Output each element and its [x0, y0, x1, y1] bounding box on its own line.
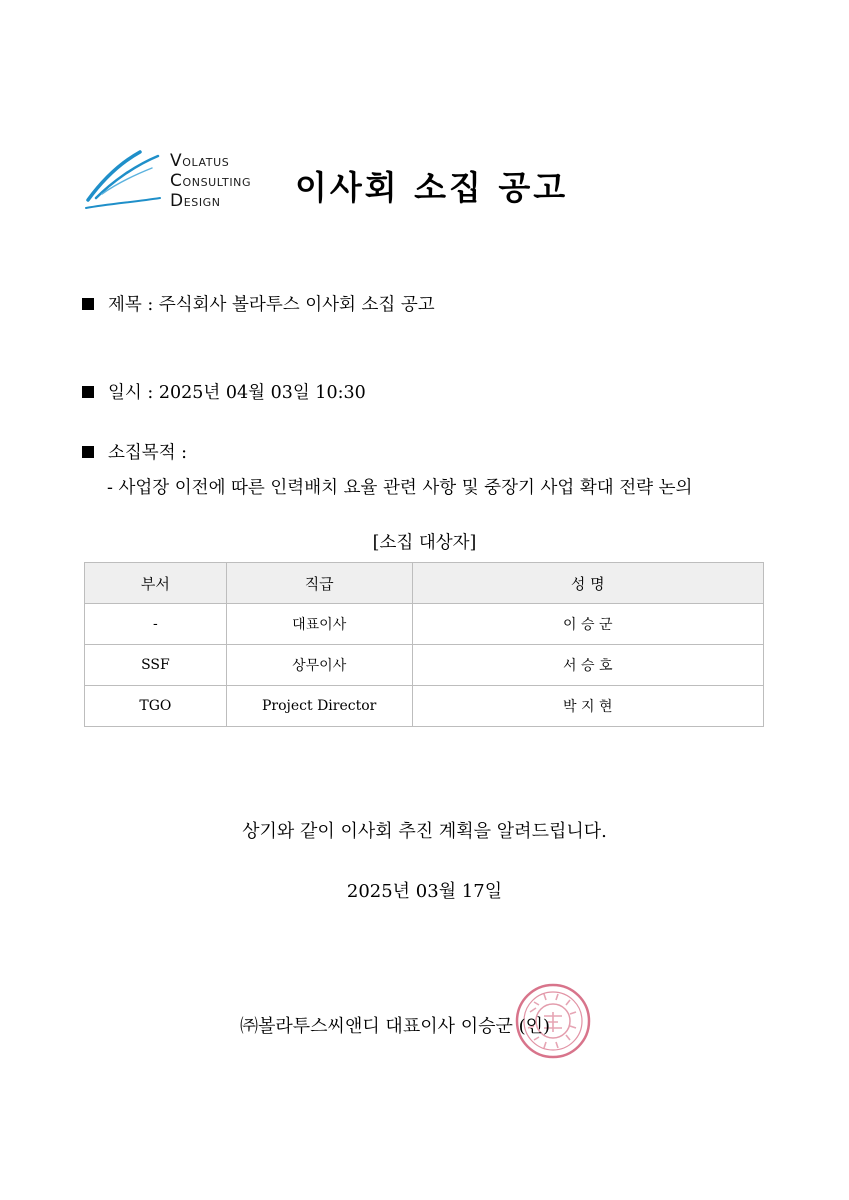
logo-line-2: CONSULTING — [170, 171, 252, 191]
attendees-table — [84, 562, 764, 727]
attendees-caption: [소집 대상자] — [372, 533, 477, 553]
table-row — [85, 604, 764, 645]
department-cell: TGO — [85, 686, 227, 727]
department-cell: - — [85, 604, 227, 645]
name-cell: 박 지 현 — [412, 686, 763, 727]
column-header-department: 부서 — [85, 563, 227, 604]
purpose-row — [82, 439, 187, 464]
company-logo-text — [170, 152, 280, 212]
subject-row — [82, 291, 435, 316]
document-title: 이사회 소집 공고 — [295, 168, 569, 207]
purpose-label: 소집목적 : — [108, 443, 188, 463]
datetime-row — [82, 379, 366, 404]
square-bullet-icon — [82, 446, 94, 458]
column-header-position: 직급 — [226, 563, 412, 604]
closing-statement: 상기와 같이 이사회 추진 계획을 알려드립니다. — [242, 821, 607, 842]
issue-date: 2025년 03월 17일 — [346, 881, 503, 902]
datetime-text: 일시 : 2025년 04월 03일 10:30 — [108, 383, 366, 403]
purpose-detail: - 사업장 이전에 따른 인력배치 요율 관련 사항 및 중장기 사업 확대 전략 논의 — [107, 478, 693, 498]
department-cell: SSF — [85, 645, 227, 686]
table-row — [85, 686, 764, 727]
logo-line-1: VOLATUS — [170, 151, 230, 171]
square-bullet-icon — [82, 386, 94, 398]
position-cell: Project Director — [226, 686, 412, 727]
table-row — [85, 645, 764, 686]
logo-line-3: DESIGN — [170, 191, 221, 211]
name-cell: 서 승 호 — [412, 645, 763, 686]
square-bullet-icon — [82, 298, 94, 310]
position-cell: 상무이사 — [226, 645, 412, 686]
table-header-row — [85, 563, 764, 604]
position-cell: 대표이사 — [226, 604, 412, 645]
subject-text: 제목 : 주식회사 볼라투스 이사회 소집 공고 — [108, 295, 435, 315]
name-cell: 이 승 군 — [412, 604, 763, 645]
column-header-name: 성 명 — [412, 563, 763, 604]
company-logo-icon — [82, 148, 162, 214]
signature-line: ㈜볼라투스씨앤디 대표이사 이승군 (인) — [240, 1016, 551, 1037]
